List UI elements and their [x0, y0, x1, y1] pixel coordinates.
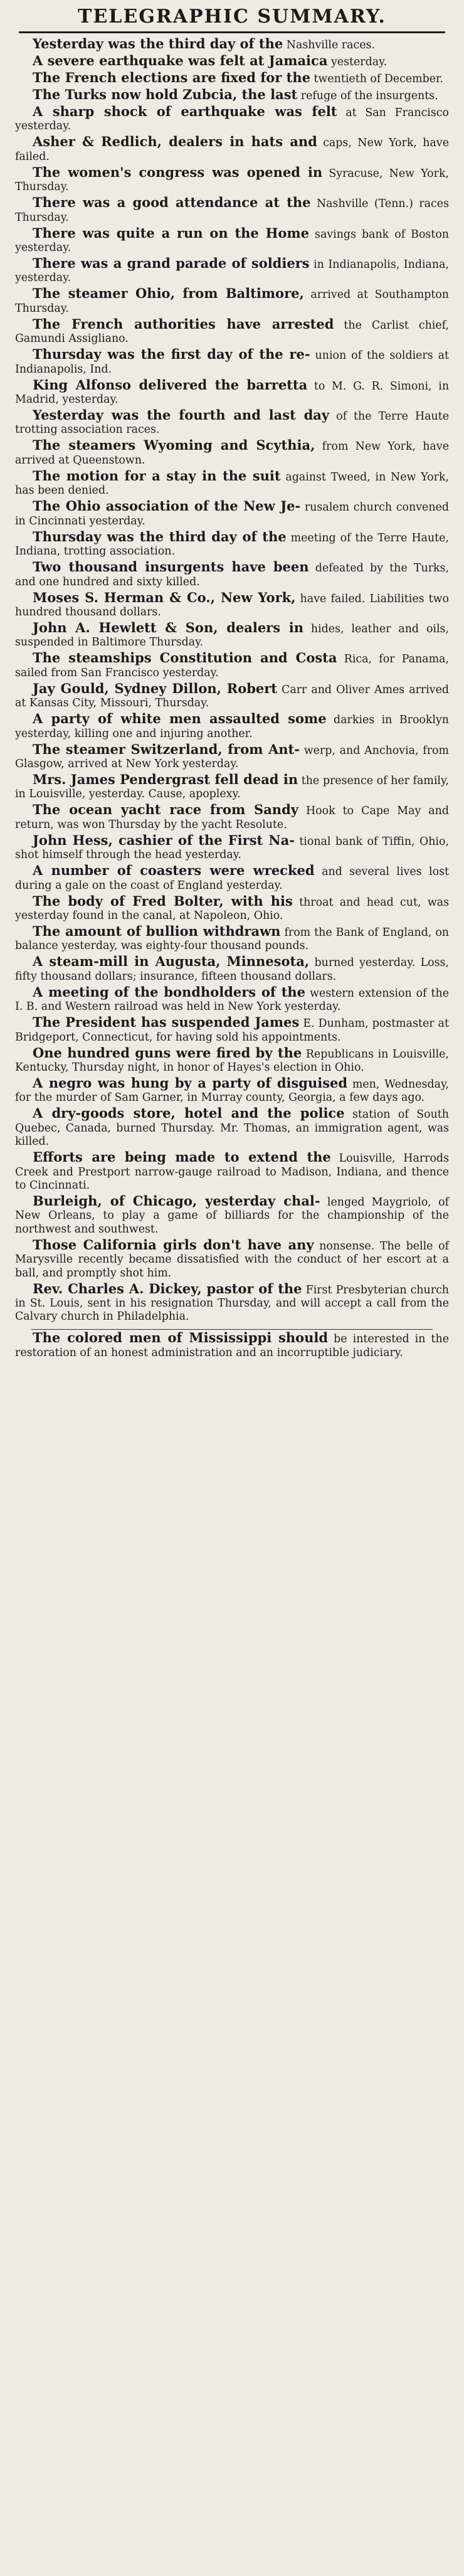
- item-text: union of the soldiers at Indianapolis, Ind.: [15, 349, 450, 376]
- item-text: of the Terre Haute trotting association races.: [15, 410, 449, 437]
- item-text: Syracuse, New York, Thursday.: [15, 167, 450, 194]
- item-text: werp, and Anchovia, from Glasgow, arrived at New York yesterday.: [15, 744, 450, 770]
- news-item: [13, 682, 451, 711]
- item-text: from New York, have arrived at Queenstown.: [15, 440, 449, 467]
- item-lead: The Ohio association of the New Je-: [33, 498, 301, 514]
- item-lead: The French elections are fixed for the: [33, 70, 310, 85]
- item-lead: Those California girls don't have any: [33, 1236, 314, 1253]
- news-item: [13, 894, 451, 923]
- news-item: [13, 438, 451, 467]
- item-text: at San Francisco yesterday.: [15, 107, 449, 133]
- item-lead: King Alfonso delivered the barretta: [33, 376, 308, 393]
- news-item: [13, 773, 451, 802]
- item-text: from the Bank of England, on balance yesterday, was eighty-four thousand pounds.: [15, 926, 449, 953]
- news-item: [13, 803, 451, 832]
- news-item: [13, 925, 451, 953]
- item-lead: Thursday was the first day of the re-: [33, 346, 310, 363]
- item-text: meeting of the Terre Haute, Indiana, trotting association.: [15, 531, 449, 558]
- item-text: Carr and Oliver Ames arrived at Kansas City, Missouri, Thursday.: [15, 683, 450, 710]
- news-item: [13, 499, 451, 528]
- news-item: [13, 985, 451, 1014]
- item-lead: A meeting of the bondholders of the: [33, 983, 306, 1000]
- news-item: [13, 88, 451, 103]
- news-item: [13, 1076, 451, 1105]
- item-lead: The ocean yacht race from Sandy: [33, 802, 298, 818]
- item-lead: Thursday was the third day of the: [33, 528, 287, 544]
- item-lead: Rev. Charles A. Dickey, pastor of the: [33, 1280, 302, 1296]
- news-item: [13, 347, 451, 376]
- news-item: [13, 743, 451, 771]
- news-item: [13, 712, 451, 741]
- item-text: Nashville races.: [286, 39, 375, 51]
- item-lead: The motion for a stay in the suit: [33, 467, 281, 484]
- item-text: the presence of her family, in Louisville, yesterday. Cause, apoplexy.: [15, 774, 450, 801]
- item-lead: Moses S. Herman & Co., New York,: [33, 589, 296, 605]
- item-lead: Yesterday was the third day of the: [33, 36, 283, 51]
- item-lead: The French authorities have arrested: [33, 315, 334, 332]
- news-item: [13, 864, 451, 893]
- item-text: hides, leather and oils, suspended in Baltimore Thursday.: [15, 622, 449, 649]
- item-text: in Indianapolis, Indiana, yesterday.: [15, 258, 450, 285]
- item-lead: The President has suspended James: [33, 1014, 300, 1031]
- item-text: twentieth of December.: [314, 73, 443, 85]
- news-item: [13, 378, 451, 407]
- item-lead: The steamer Ohio, from Baltimore,: [33, 285, 304, 302]
- item-text: tional bank of Tiffin, Ohio, shot himself through the head yesterday.: [15, 835, 449, 862]
- news-item: [13, 1046, 451, 1075]
- news-item: [13, 287, 451, 315]
- item-lead: Jay Gould, Sydney Dillon, Robert: [33, 680, 278, 696]
- item-text: savings bank of Boston yesterday.: [15, 228, 449, 255]
- news-item: [13, 317, 451, 346]
- item-text: darkies in Brooklyn yesterday, killing one and injuring another.: [15, 714, 450, 740]
- news-item: [13, 226, 451, 255]
- item-lead: The amount of bullion withdrawn: [33, 923, 281, 939]
- item-text: men, Wednesday, for the murder of Sam Garner, in Murray county, Georgia, a few days ago.: [15, 1078, 449, 1105]
- item-lead: One hundred guns were fired by the: [33, 1044, 302, 1061]
- item-text: rusalem church convened in Cincinnati yesterday.: [15, 501, 449, 527]
- news-item: [13, 196, 451, 225]
- news-item: [13, 37, 451, 52]
- news-item: [13, 591, 451, 620]
- item-text: the Carlist chief, Gamundi Assigliano.: [15, 319, 449, 346]
- news-item: [13, 1194, 451, 1236]
- news-item: [13, 834, 451, 862]
- item-text: First Presbyterian church in St. Louis, sent in his resignation Thursday, and will accept a call from the Calvary church in Philadelphia.: [15, 1283, 450, 1323]
- news-item: [13, 166, 451, 194]
- item-lead: The steamships Constitution and Costa: [33, 650, 337, 666]
- item-text: Rica, for Panama, sailed from San Francisco yesterday.: [15, 653, 450, 679]
- news-item: [13, 105, 451, 134]
- item-lead: A negro was hung by a party of disguised: [33, 1075, 348, 1091]
- item-lead: John A. Hewlett & Son, dealers in: [33, 619, 303, 635]
- news-item: [13, 1238, 451, 1280]
- item-lead: A severe earthquake was felt at Jamaica: [33, 53, 328, 68]
- item-text: and several lives lost during a gale on the coast of England yesterday.: [15, 866, 450, 892]
- item-text: arrived at Southampton Thursday.: [15, 289, 449, 315]
- item-lead: Burleigh, of Chicago, yesterday chal-: [33, 1193, 320, 1209]
- item-lead: A steam-mill in Augusta, Minnesota,: [33, 953, 310, 970]
- news-item: [13, 530, 451, 559]
- news-item: [13, 1282, 451, 1324]
- item-text: refuge of the insurgents.: [300, 90, 438, 102]
- news-item: [13, 469, 451, 498]
- item-lead: The colored men of Mississippi should: [33, 1330, 329, 1346]
- item-lead: A dry-goods store, hotel and the police: [33, 1105, 345, 1121]
- item-text: western extension of the I. B. and Western railroad was held in New York yesterday.: [15, 987, 450, 1014]
- item-lead: Yesterday was the fourth and last day: [33, 407, 330, 423]
- heading-rule: [19, 31, 445, 33]
- news-item: [13, 1015, 451, 1044]
- item-lead: The Turks now hold Zubcia, the last: [33, 87, 298, 102]
- news-items: [13, 37, 451, 1325]
- item-lead: There was a good attendance at the: [33, 194, 311, 211]
- item-text: Nashville (Tenn.) races Thursday.: [15, 198, 450, 224]
- item-lead: John Hess, cashier of the First Na-: [33, 832, 295, 848]
- item-lead: A number of coasters were wrecked: [33, 862, 315, 879]
- item-lead: The body of Fred Bolter, with his: [33, 893, 293, 909]
- item-text: defeated by the Turks, and one hundred and sixty killed.: [15, 562, 450, 588]
- news-item: [13, 651, 451, 680]
- news-item: [13, 1106, 451, 1148]
- item-lead: Mrs. James Pendergrast fell dead in: [33, 771, 298, 787]
- item-text: against Tweed, in New York, has been denied.: [15, 470, 450, 497]
- news-item: [13, 257, 451, 285]
- item-lead: Two thousand insurgents have been: [33, 559, 309, 575]
- item-text: throat and head cut, was yesterday found in the canal, at Napoleon, Ohio.: [15, 896, 449, 922]
- item-text: nonsense. The belle of Marysville recently became dissatisfied with the conduct of her escort at a ball, and promptly shot him.: [15, 1239, 449, 1280]
- news-item: [13, 71, 451, 86]
- item-lead: The steamers Wyoming and Scythia,: [33, 437, 315, 453]
- news-item: [13, 560, 451, 589]
- item-lead: There was quite a run on the Home: [33, 225, 310, 241]
- section-heading: TELEGRAPHIC SUMMARY.: [78, 6, 386, 28]
- item-lead: A sharp shock of earthquake was felt: [33, 103, 337, 119]
- news-item: [13, 1150, 451, 1192]
- news-item: [13, 955, 451, 983]
- item-lead: Efforts are being made to extend the: [33, 1149, 331, 1165]
- item-lead: Asher & Redlich, dealers in hats and: [33, 134, 317, 150]
- item-lead: There was a grand parade of soldiers: [33, 255, 310, 272]
- item-text: burned yesterday. Loss, fifty thousand dollars; insurance, fifteen thousand dollars.: [15, 957, 450, 983]
- item-text: station of South Quebec, Canada, burned Thursday. Mr. Thomas, an immigration agent, was killed.: [15, 1108, 449, 1148]
- item-text: caps, New York, have failed.: [15, 137, 449, 163]
- item-text: yesterday.: [330, 56, 388, 68]
- item-text: Republicans in Louisville, Kentucky, Thursday night, in honor of Hayes's election in Ohio.: [15, 1047, 450, 1074]
- news-item: [13, 135, 451, 164]
- item-text: to M. G. R. Simoni, in Madrid, yesterday.: [15, 379, 450, 406]
- item-lead: A party of white men assaulted some: [33, 711, 327, 727]
- item-text: Louisville, Harrods Creek and Prestport narrow-gauge railroad to Madison, Indiana, and thence to Cincinnati.: [15, 1152, 449, 1192]
- news-item: [13, 621, 451, 650]
- item-spacer: [13, 1324, 451, 1326]
- item-lead: The steamer Switzerland, from Ant-: [33, 741, 300, 757]
- item-lead: The women's congress was opened in: [33, 164, 323, 180]
- item-text: have failed. Liabilities two hundred thousand dollars.: [15, 592, 450, 618]
- item-text: Hook to Cape May and return, was won Thursday by the yacht Resolute.: [15, 805, 450, 831]
- item-text: lenged Maygriolo, of New Orleans, to play a game of billiards for the championship of the northwest and southwest.: [15, 1196, 449, 1236]
- final-news-item: [13, 1331, 451, 1360]
- item-text: be interested in the restoration of an honest administration and an incorruptible judiciary.: [15, 1333, 449, 1359]
- item-text: E. Dunham, postmaster at Bridgeport, Connecticut, for having sold his appointments.: [15, 1017, 449, 1044]
- news-item: [13, 54, 451, 69]
- news-item: [13, 408, 451, 437]
